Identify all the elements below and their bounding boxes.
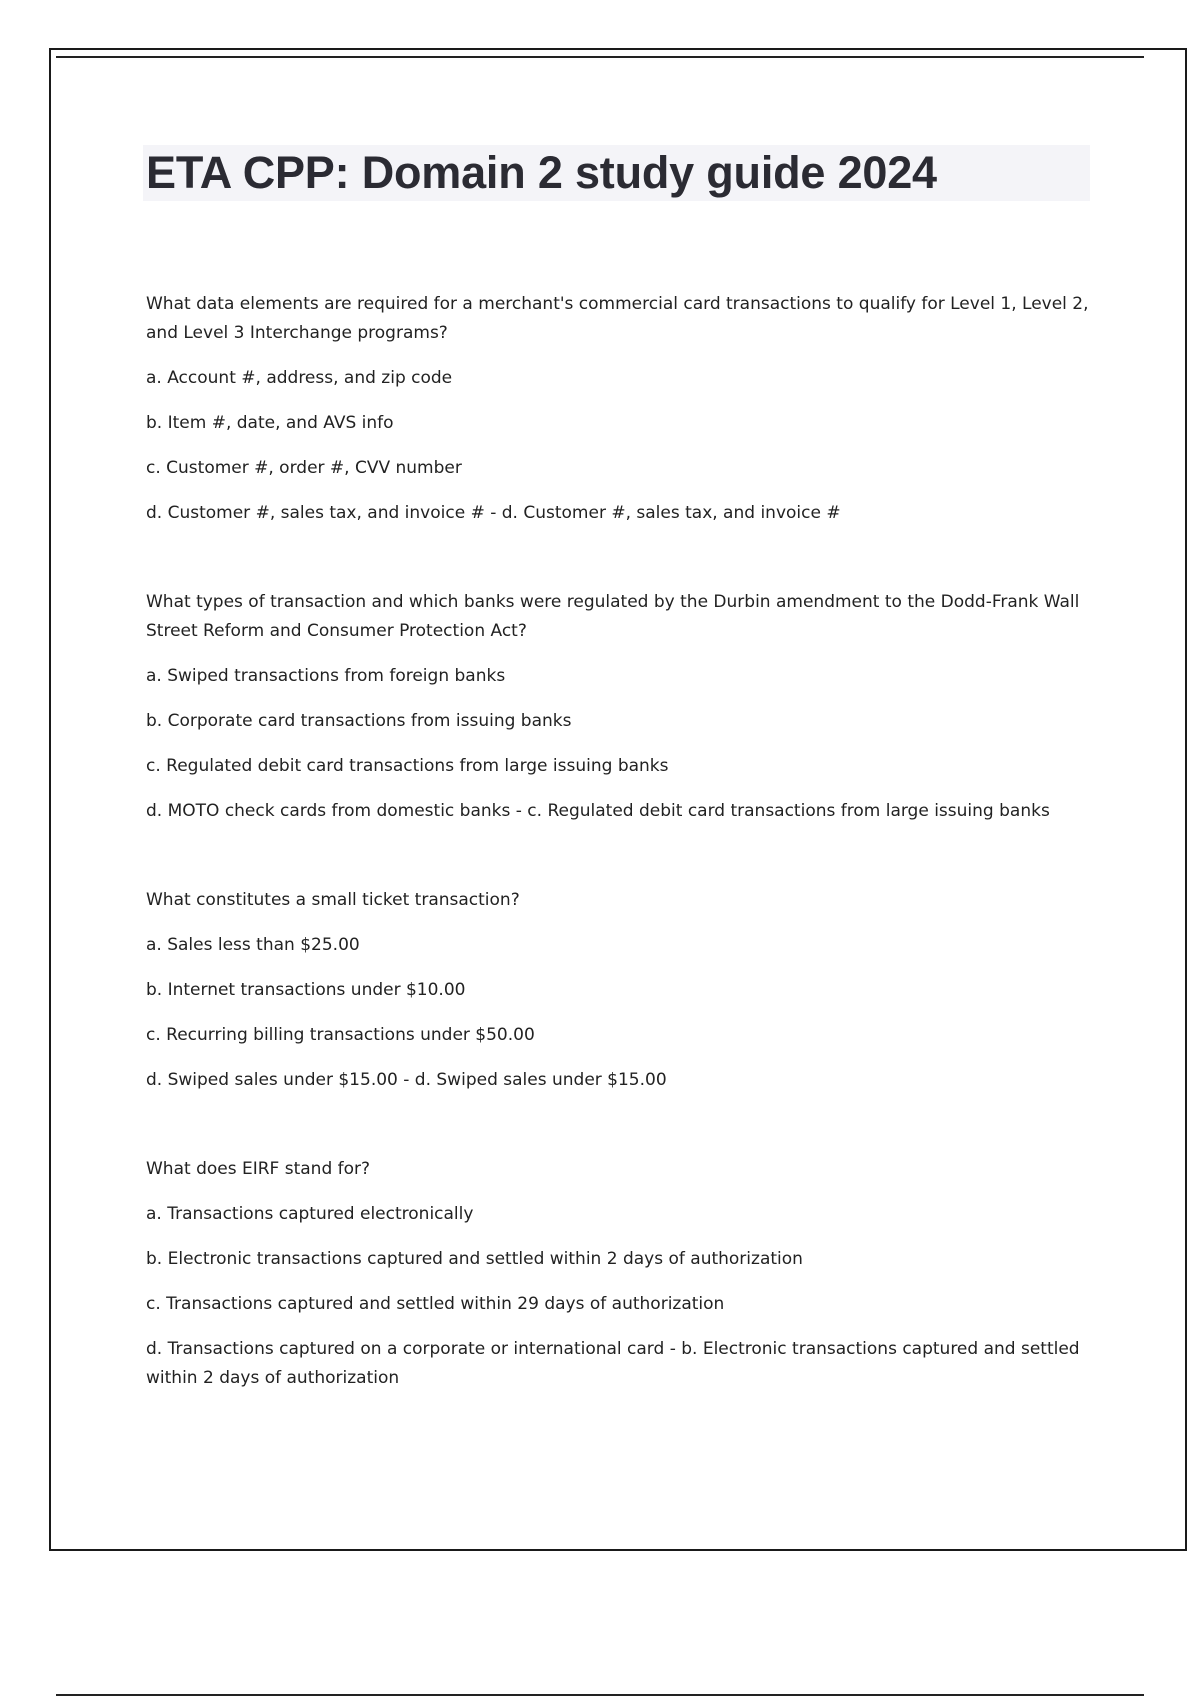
answer-option-c: c. Recurring billing transactions under $50.00 (146, 1025, 535, 1045)
question-block-3 (146, 886, 1106, 1095)
answer-option-b: b. Electronic transactions captured and settled within 2 days of authorization (146, 1249, 803, 1269)
answer-option-d: d. Transactions captured on a corporate or international card - b. Electronic transactions captured and settled within 2 days of authorization (146, 1339, 1080, 1388)
answer-option-c: c. Customer #, order #, CVV number (146, 458, 462, 478)
question-text: What does EIRF stand for? (146, 1159, 371, 1179)
spacer (146, 1111, 1106, 1155)
answer-option-a: a. Swiped transactions from foreign banks (146, 666, 506, 686)
answer-option-c: c. Transactions captured and settled within 29 days of authorization (146, 1294, 725, 1314)
answer-option-d: d. MOTO check cards from domestic banks - c. Regulated debit card transactions from large issuing banks (146, 801, 1050, 821)
answer-option-a: a. Transactions captured electronically (146, 1204, 474, 1224)
question-list (146, 290, 1106, 1409)
spacer (146, 544, 1106, 588)
answer-option-b: b. Item #, date, and AVS info (146, 413, 394, 433)
question-text: What constitutes a small ticket transaction? (146, 890, 520, 910)
answer-option-a: a. Account #, address, and zip code (146, 368, 453, 388)
question-block-4 (146, 1155, 1106, 1393)
spacer (146, 842, 1106, 886)
top-divider (56, 56, 1144, 58)
answer-option-b: b. Internet transactions under $10.00 (146, 980, 466, 1000)
question-block-1 (146, 290, 1106, 528)
answer-option-d: d. Customer #, sales tax, and invoice # - d. Customer #, sales tax, and invoice # (146, 503, 841, 523)
question-text: What types of transaction and which banks were regulated by the Durbin amendment to the Dodd-Frank Wall Street Reform and Consumer Protection Act? (146, 592, 1080, 641)
question-block-2 (146, 588, 1106, 826)
answer-option-b: b. Corporate card transactions from issuing banks (146, 711, 572, 731)
answer-option-c: c. Regulated debit card transactions from large issuing banks (146, 756, 669, 776)
bottom-divider (56, 1694, 1144, 1696)
answer-option-a: a. Sales less than $25.00 (146, 935, 360, 955)
answer-option-d: d. Swiped sales under $15.00 - d. Swiped sales under $15.00 (146, 1070, 667, 1090)
document-title: ETA CPP: Domain 2 study guide 2024 (146, 147, 937, 198)
question-text: What data elements are required for a merchant's commercial card transactions to qualify for Level 1, Level 2, and Level 3 Interchange programs? (146, 294, 1089, 343)
